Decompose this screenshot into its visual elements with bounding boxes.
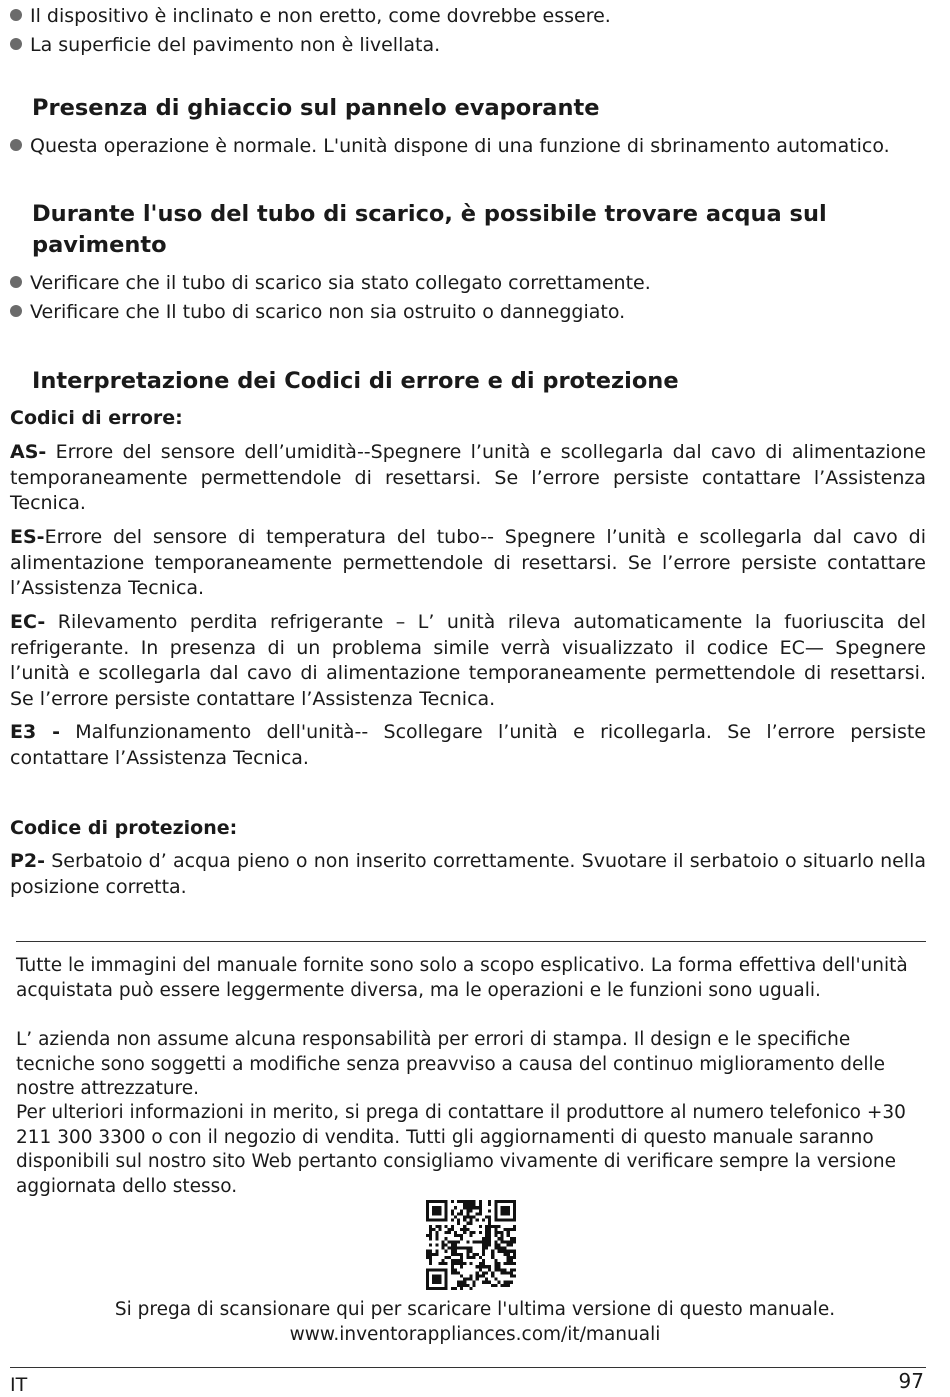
error-code-as: AS- Errore del sensore dell’umidità--Spegnere l’unità e scollegarla dal cavo di alimentazione temporaneamente permettendole di resettarsi. Se l’errore persiste contattare l’Assistenza Tecnica.	[10, 441, 926, 514]
disclaimer-images: Tutte le immagini del manuale fornite sono solo a scopo esplicativo. La forma effettiva dell'unità acquistata può essere leggermente diversa, ma le operazioni e le funzioni sono uguali.	[16, 955, 908, 1001]
divider	[16, 941, 926, 942]
bullet-dot-icon	[10, 305, 22, 317]
protection-code-label: P2-	[10, 850, 46, 872]
bullet-item: Verificare che Il tubo di scarico non sia ostruito o danneggiato.	[10, 298, 625, 326]
disclaimer-contact: Per ulteriori informazioni in merito, si prega di contattare il produttore al numero telefonico +30 211 300 3300 o con il negozio di vendita. Tutti gli aggiornamenti di questo manuale saranno disponibili sul nostro sito Web pertanto consigliamo vivamente di verificare sempre la versione aggiornata dello stesso.	[16, 1102, 906, 1197]
disclaimer-printing: L’ azienda non assume alcuna responsabilità per errori di stampa. Il design e le specifiche tecniche sono soggetti a modifiche senza preavviso a causa del continuo miglioramento delle nostre attrezzature.	[16, 1029, 886, 1100]
error-code-es: ES-Errore del sensore di temperatura del tubo-- Spegnere l’unità e scollegarla dal cavo di alimentazione temporaneamente permettendole di resettarsi. Se l’errore persiste contattare l’Assistenza Tecnica.	[10, 526, 926, 599]
error-code-label: E3 -	[10, 721, 60, 743]
page-number: 97	[898, 1369, 924, 1393]
bullet-dot-icon	[10, 38, 22, 50]
error-code-label: ES-	[10, 526, 45, 548]
error-code-e3: E3 - Malfunzionamento dell'unità-- Scollegare l’unità e ricollegarla. Se l’errore persiste contattare l’Assistenza Tecnica.	[10, 721, 926, 769]
bullet-dot-icon	[10, 9, 22, 21]
protection-code-p2: P2- Serbatoio d’ acqua pieno o non inserito correttamente. Svuotare il serbatoio o situarlo nella posizione corretta.	[10, 850, 926, 898]
bullet-item: La superficie del pavimento non è livellata.	[10, 31, 440, 59]
section-heading-codes: Interpretazione dei Codici di errore e di protezione	[32, 368, 679, 394]
error-code-label: EC-	[10, 611, 46, 633]
footer-divider	[10, 1367, 926, 1368]
qr-code-icon	[426, 1200, 516, 1290]
bullet-item: Il dispositivo è inclinato e non eretto, come dovrebbe essere.	[10, 2, 611, 30]
bullet-dot-icon	[10, 139, 22, 151]
qr-caption: Si prega di scansionare qui per scaricare l'ultima versione di questo manuale.	[114, 1299, 836, 1320]
footer-language: IT	[10, 1374, 28, 1396]
section-heading-ice: Presenza di ghiaccio sul pannelo evaporante	[32, 95, 600, 121]
errors-title: Codici di errore:	[10, 407, 183, 429]
section-heading-drain: Durante l'uso del tubo di scarico, è possibile trovare acqua sul pavimento	[32, 201, 827, 258]
protection-title: Codice di protezione:	[10, 817, 238, 839]
manual-url[interactable]: www.inventorappliances.com/it/manuali	[289, 1324, 661, 1345]
error-code-label: AS-	[10, 441, 47, 463]
bullet-item: Questa operazione è normale. L'unità dispone di una funzione di sbrinamento automatico.	[10, 132, 890, 160]
bullet-dot-icon	[10, 276, 22, 288]
error-code-ec: EC- Rilevamento perdita refrigerante – L’ unità rileva automaticamente la fuoriuscita del refrigerante. In presenza di un problema simile verrà visualizzato il codice EC— Spegnere l’unità e scollegarla dal cavo di alimentazione temporaneamente permettendole di resettarsi. Se l’errore persiste contattare l’Assistenza Tecnica.	[10, 611, 926, 710]
bullet-item: Verificare che il tubo di scarico sia stato collegato correttamente.	[10, 269, 651, 297]
